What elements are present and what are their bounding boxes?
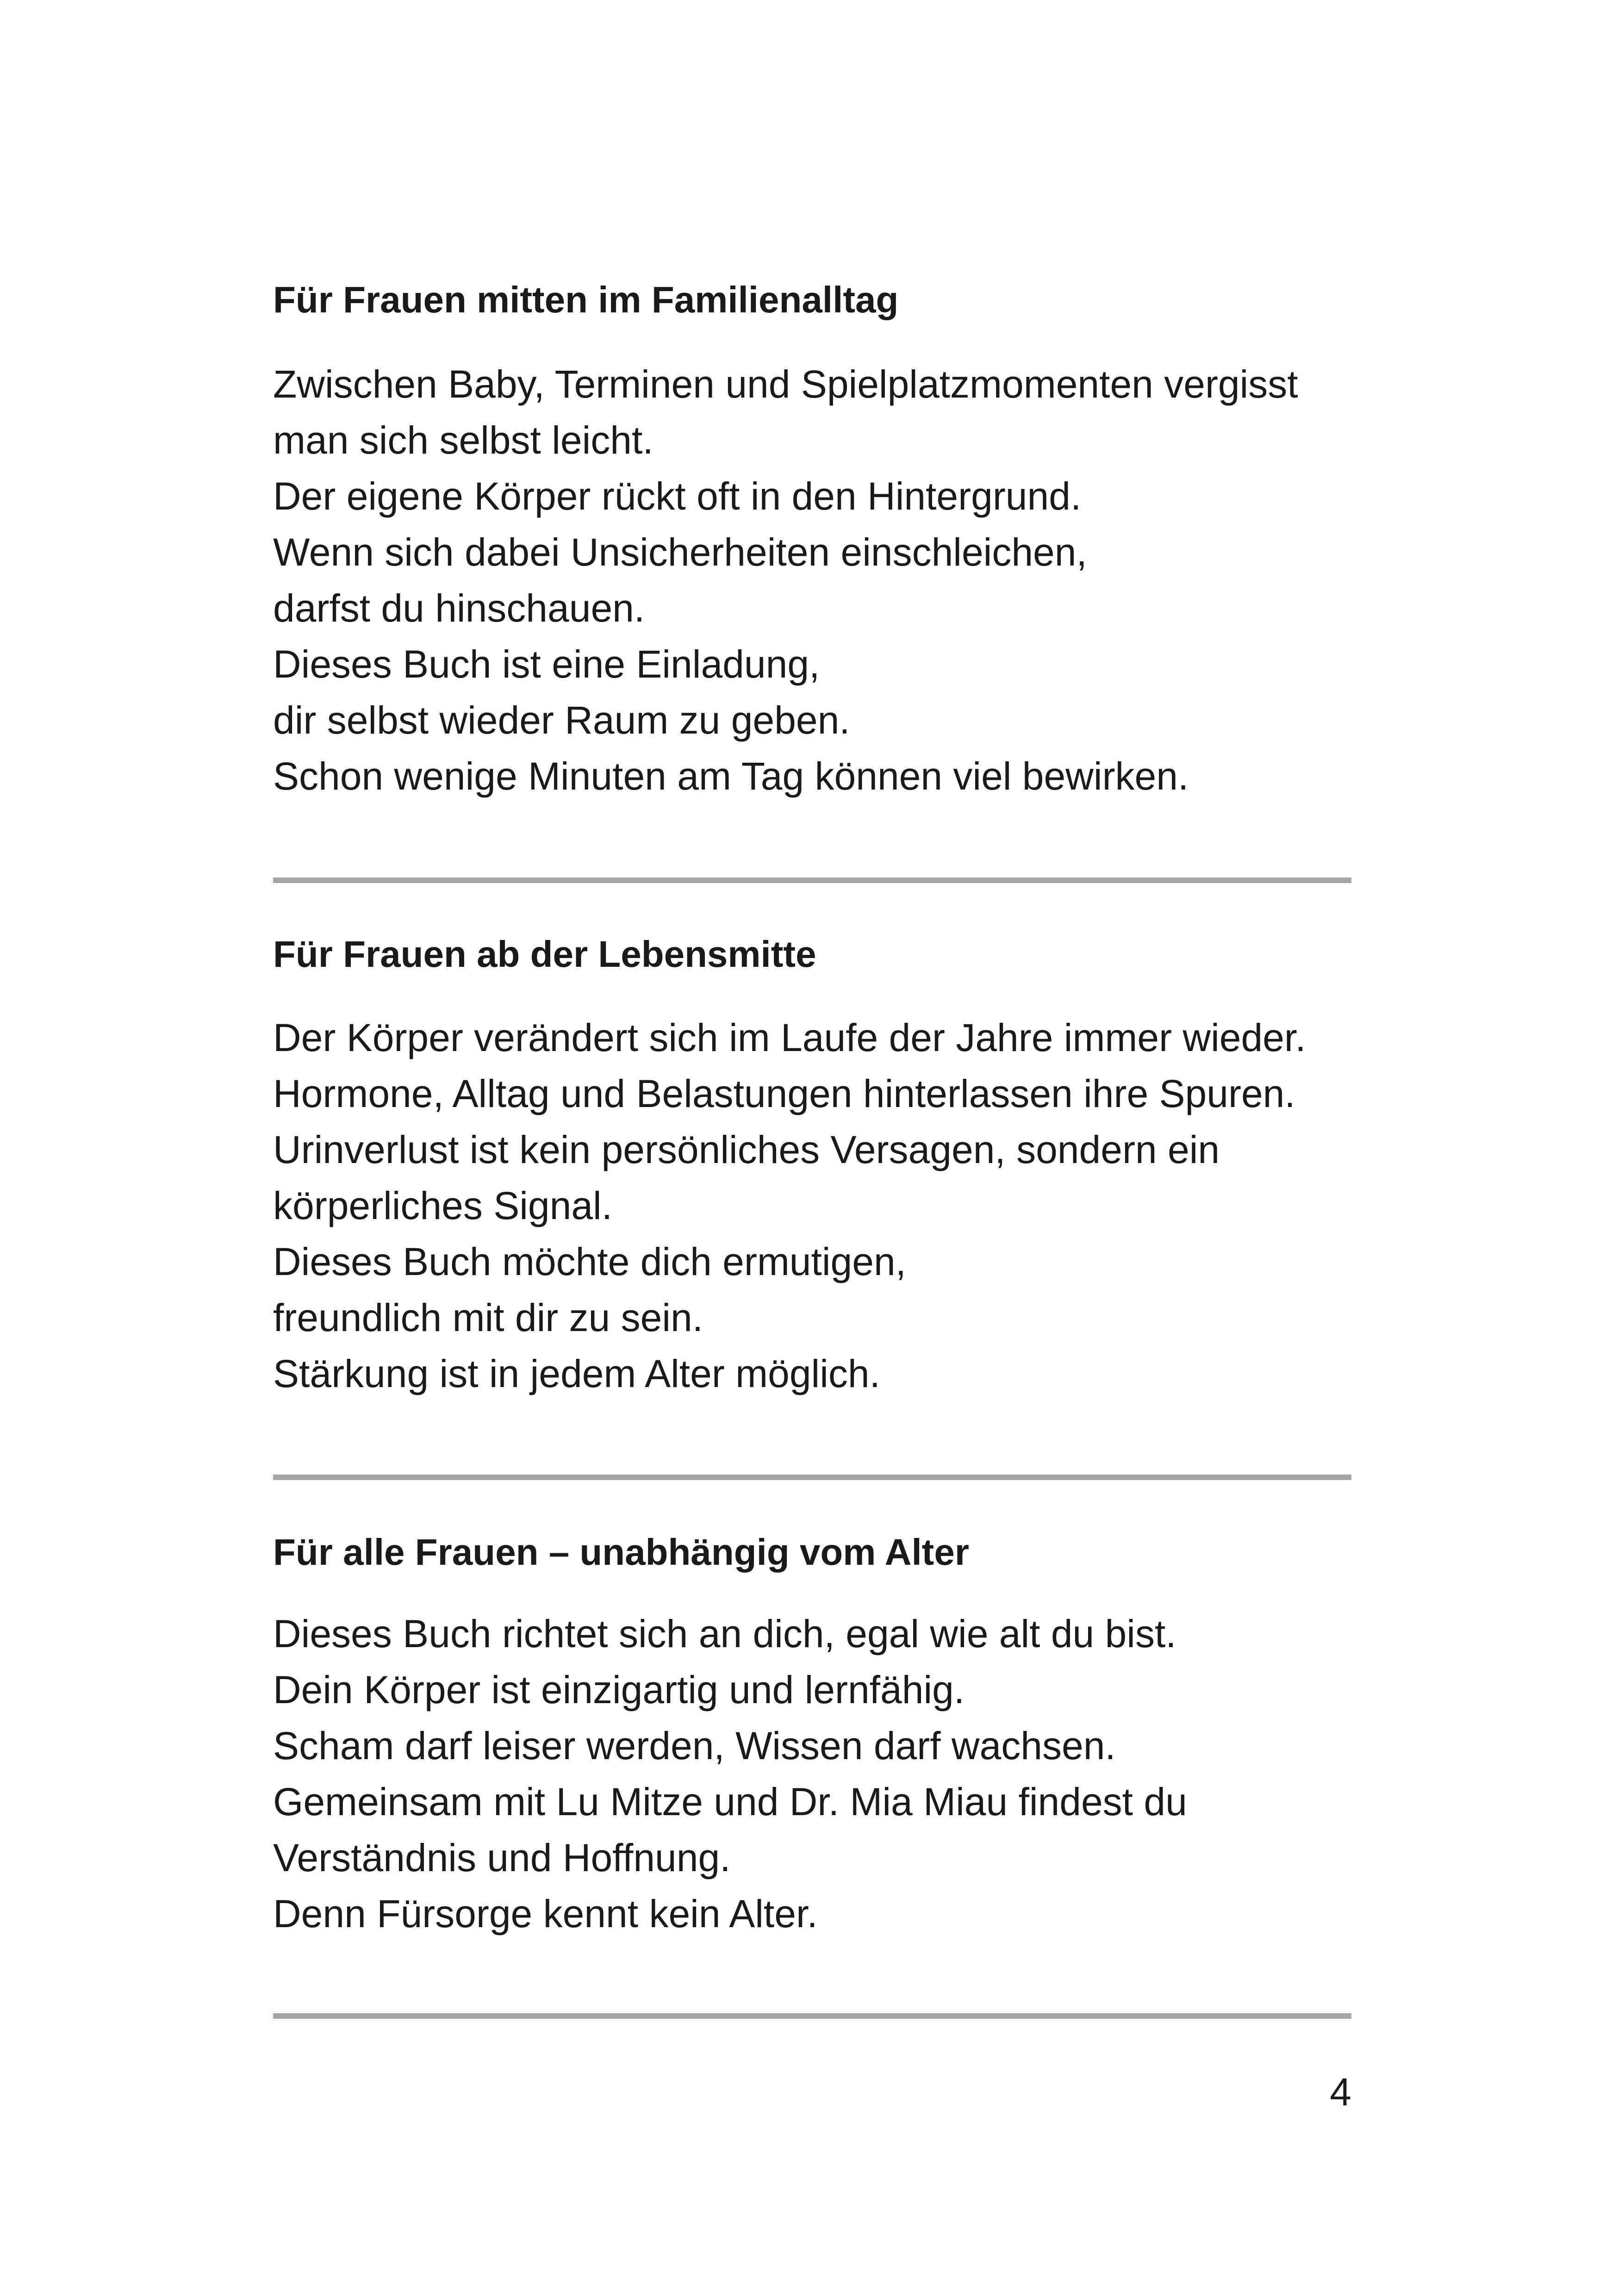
- section-body: [273, 1010, 1351, 1402]
- body-line: Schon wenige Minuten am Tag können viel bewirken.: [273, 754, 1189, 798]
- section-divider: [273, 877, 1351, 883]
- section-familienalltag: [273, 277, 1351, 804]
- section-body: [273, 356, 1351, 804]
- section-heading: Für alle Frauen – unabhängig vom Alter: [273, 1531, 969, 1573]
- body-line: dir selbst wieder Raum zu geben.: [273, 698, 850, 742]
- section-body: [273, 1606, 1351, 1942]
- body-line: Der eigene Körper rückt oft in den Hintergrund.: [273, 474, 1082, 518]
- body-line: Dieses Buch möchte dich ermutigen,: [273, 1240, 906, 1283]
- body-line: Wenn sich dabei Unsicherheiten einschleichen,: [273, 530, 1087, 574]
- section-alle-frauen: [273, 1529, 1351, 1942]
- body-line: Scham darf leiser werden, Wissen darf wachsen.: [273, 1724, 1116, 1767]
- section-divider: [273, 2013, 1351, 2019]
- section-heading: Für Frauen mitten im Familienalltag: [273, 279, 899, 320]
- body-line: Denn Fürsorge kennt kein Alter.: [273, 1892, 818, 1935]
- body-line: Dieses Buch ist eine Einladung,: [273, 642, 820, 686]
- body-line: Der Körper verändert sich im Laufe der Jahre immer wieder.: [273, 1016, 1306, 1059]
- body-line: Urinverlust ist kein persönliches Versagen, sondern ein: [273, 1128, 1220, 1171]
- body-line: Dein Körper ist einzigartig und lernfähig.: [273, 1668, 965, 1711]
- body-line: Dieses Buch richtet sich an dich, egal wie alt du bist.: [273, 1612, 1176, 1655]
- section-heading: Für Frauen ab der Lebensmitte: [273, 933, 816, 975]
- body-line: man sich selbst leicht.: [273, 418, 653, 462]
- page-number: 4: [1330, 2070, 1351, 2114]
- body-line: Stärkung ist in jedem Alter möglich.: [273, 1352, 880, 1395]
- body-line: körperliches Signal.: [273, 1184, 613, 1227]
- section-divider: [273, 1475, 1351, 1480]
- body-line: Hormone, Alltag und Belastungen hinterlassen ihre Spuren.: [273, 1072, 1295, 1115]
- body-line: Gemeinsam mit Lu Mitze und Dr. Mia Miau findest du: [273, 1780, 1187, 1823]
- body-line: darfst du hinschauen.: [273, 586, 645, 630]
- body-line: freundlich mit dir zu sein.: [273, 1296, 703, 1339]
- body-line: Verständnis und Hoffnung.: [273, 1836, 731, 1879]
- section-lebensmitte: [273, 931, 1351, 1402]
- body-line: Zwischen Baby, Terminen und Spielplatzmomenten vergisst: [273, 362, 1298, 406]
